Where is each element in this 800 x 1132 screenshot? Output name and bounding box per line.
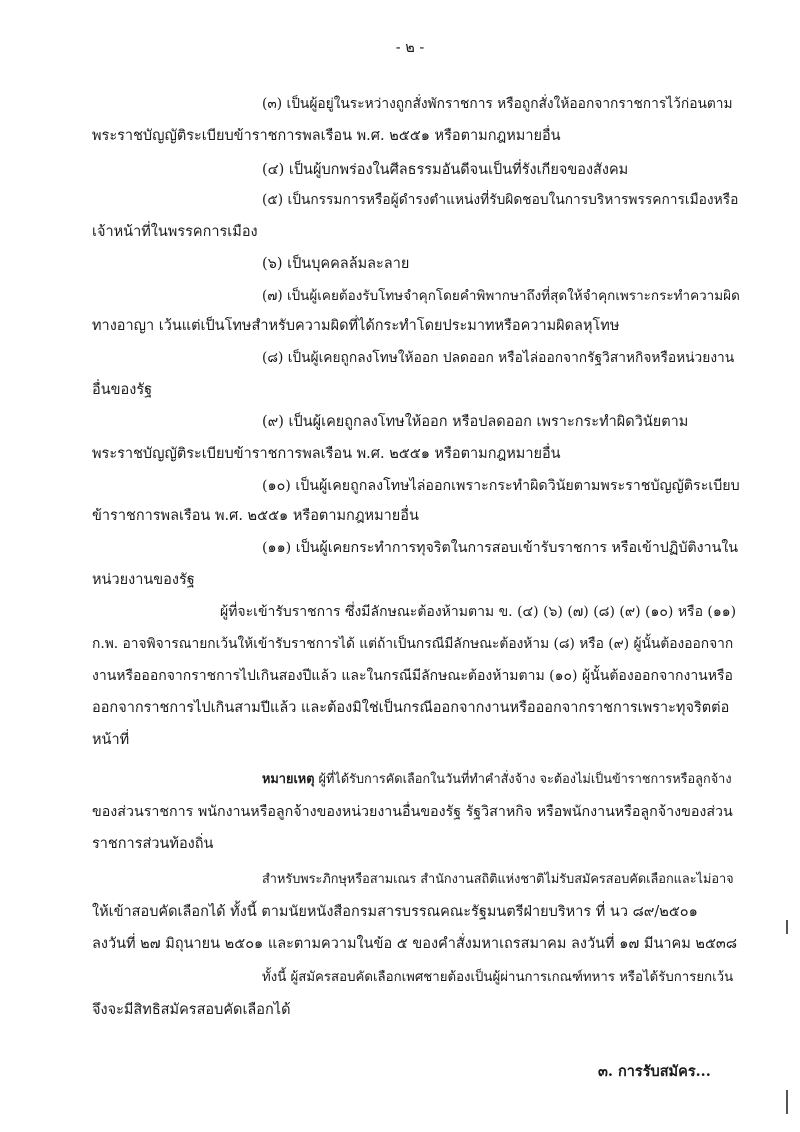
exemption-paragraph-line-3: งานหรือออกจากราชการไปเกินสองปีแล้ว และในกรณีมีลักษณะต้องห้ามตาม (๑๐) ผู้นั้นต้องออกจากงานหรือ bbox=[92, 668, 733, 684]
item-5-line-2: เจ้าหน้าที่ในพรรคการเมือง bbox=[92, 224, 258, 240]
item-6-line-1: (๖) เป็นบุคคลล้มละลาย bbox=[262, 256, 410, 272]
item-5-line-1: (๕) เป็นกรรมการหรือผู้ดำรงตำแหน่งที่รับผิดชอบในการบริหารพรรคการเมืองหรือ bbox=[262, 192, 739, 208]
item-11-line-2: หน่วยงานของรัฐ bbox=[92, 572, 195, 588]
scan-edge-mark bbox=[786, 1090, 788, 1114]
exemption-paragraph-line-5: หน้าที่ bbox=[92, 732, 130, 748]
military-paragraph-line-1: ทั้งนี้ ผู้สมัครสอบคัดเลือกเพศชายต้องเป็นผู้ผ่านการเกณฑ์ทหาร หรือได้รับการยกเว้น bbox=[262, 970, 734, 985]
item-8-line-2: อื่นของรัฐ bbox=[92, 382, 153, 398]
note-line-3: ราชการส่วนท้องถิ่น bbox=[92, 836, 214, 852]
item-11-line-1: (๑๑) เป็นผู้เคยกระทำการทุจริตในการสอบเข้ารับราชการ หรือเข้าปฏิบัติงานใน bbox=[262, 540, 739, 556]
monk-paragraph-line-2: ให้เข้าสอบคัดเลือกได้ ทั้งนี้ ตามนัยหนังสือกรมสารบรรณคณะรัฐมนตรีฝ่ายบริหาร ที่ นว ๘๙/๒๕๐๑ bbox=[92, 904, 698, 920]
item-10-line-1: (๑๐) เป็นผู้เคยถูกลงโทษไล่ออกเพราะกระทำผิดวินัยตามพระราชบัญญัติระเบียบ bbox=[262, 478, 740, 494]
monk-paragraph-line-3: ลงวันที่ ๒๗ มิถุนายน ๒๕๐๑ และตามความในข้อ ๕ ของคำสั่งมหาเถรสมาคม ลงวันที่ ๑๗ มีนาคม ๒๕๓๘ bbox=[92, 936, 738, 952]
item-3-line-1: (๓) เป็นผู้อยู่ในระหว่างถูกสั่งพักราชการ หรือถูกสั่งให้ออกจากราชการไว้ก่อนตาม bbox=[262, 96, 733, 112]
note-label: หมายเหตุ bbox=[262, 772, 315, 787]
note-line-2: ของส่วนราชการ พนักงานหรือลูกจ้างของหน่วยงานอื่นของรัฐ รัฐวิสาหกิจ หรือพนักงานหรือลูกจ้างของส่วน bbox=[92, 804, 733, 820]
monk-paragraph-line-1: สำหรับพระภิกษุหรือสามเณร สำนักงานสถิติแห่งชาติไม่รับสมัครสอบคัดเลือกและไม่อาจ bbox=[262, 872, 734, 887]
note-text: ผู้ที่ได้รับการคัดเลือกในวันที่ทำคำสั่งจ้าง จะต้องไม่เป็นข้าราชการหรือลูกจ้าง bbox=[314, 772, 732, 787]
page-number: - ๒ - bbox=[395, 40, 425, 56]
item-8-line-1: (๘) เป็นผู้เคยถูกลงโทษให้ออก ปลดออก หรือไล่ออกจากรัฐวิสาหกิจหรือหน่วยงาน bbox=[262, 350, 735, 366]
exemption-paragraph-line-1: ผู้ที่จะเข้ารับราชการ ซึ่งมีลักษณะต้องห้ามตาม ข. (๔) (๖) (๗) (๘) (๙) (๑๐) หรือ (๑๑) bbox=[220, 604, 737, 620]
military-paragraph-line-2: จึงจะมีสิทธิสมัครสอบคัดเลือกได้ bbox=[92, 1002, 291, 1018]
exemption-paragraph-line-4: ออกจากราชการไปเกินสามปีแล้ว และต้องมิใช่เป็นกรณีออกจากงานหรือออกจากราชการเพราะทุจริตต่อ bbox=[92, 700, 730, 716]
item-10-line-2: ข้าราชการพลเรือน พ.ศ. ๒๕๕๑ หรือตามกฎหมายอื่น bbox=[92, 508, 419, 524]
item-3-line-2: พระราชบัญญัติระเบียบข้าราชการพลเรือน พ.ศ. ๒๕๕๑ หรือตามกฎหมายอื่น bbox=[92, 128, 561, 144]
item-7-line-1: (๗) เป็นผู้เคยต้องรับโทษจำคุกโดยคำพิพากษาถึงที่สุดให้จำคุกเพราะกระทำความผิด bbox=[262, 288, 740, 304]
scan-edge-mark bbox=[786, 920, 788, 934]
continuation-marker: ๓. การรับสมัคร... bbox=[598, 1063, 711, 1080]
item-7-line-2: ทางอาญา เว้นแต่เป็นโทษสำหรับความผิดที่ได้กระทำโดยประมาทหรือความผิดลหุโทษ bbox=[92, 318, 620, 334]
exemption-paragraph-line-2: ก.พ. อาจพิจารณายกเว้นให้เข้ารับราชการได้ แต่ถ้าเป็นกรณีมีลักษณะต้องห้าม (๘) หรือ (๙) ผู้นั้นต้องออกจาก bbox=[92, 636, 734, 652]
item-9-line-1: (๙) เป็นผู้เคยถูกลงโทษให้ออก หรือปลดออก เพราะกระทำผิดวินัยตาม bbox=[262, 414, 689, 430]
note-line-1 bbox=[262, 770, 732, 790]
item-9-line-2: พระราชบัญญัติระเบียบข้าราชการพลเรือน พ.ศ. ๒๕๕๑ หรือตามกฎหมายอื่น bbox=[92, 446, 561, 462]
item-4-line-1: (๔) เป็นผู้บกพร่องในศีลธรรมอันดีจนเป็นที่รังเกียจของสังคม bbox=[262, 162, 629, 178]
